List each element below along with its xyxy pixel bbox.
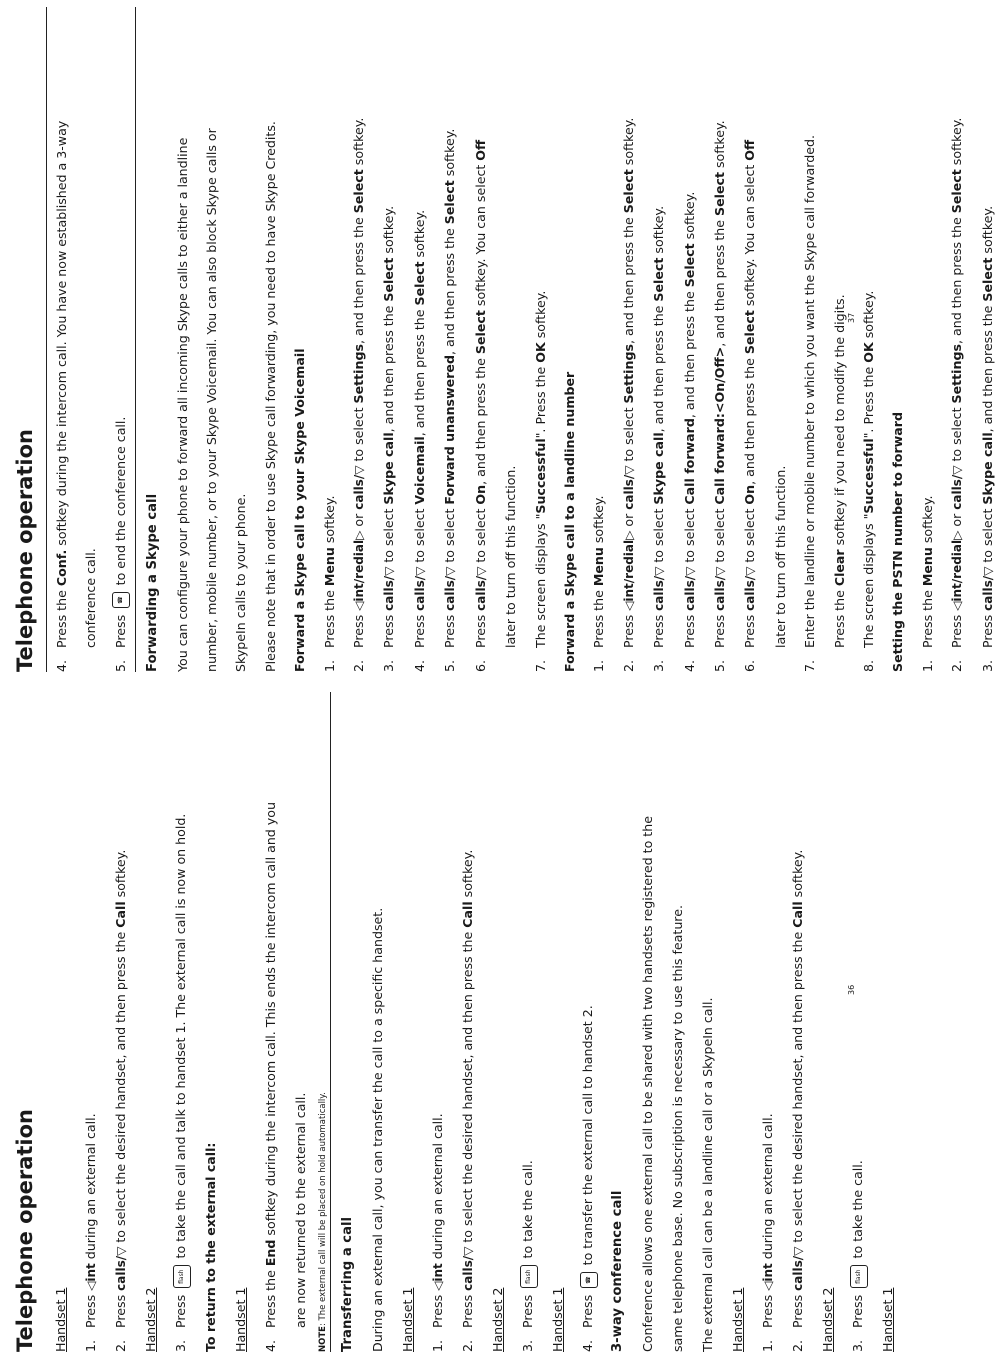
bold-term: Clear bbox=[831, 549, 847, 587]
button-icon: flash bbox=[173, 1265, 191, 1287]
text-line bbox=[76, 7, 105, 672]
bold-term: Menu bbox=[591, 547, 607, 587]
line-text: to select bbox=[381, 504, 397, 567]
text-line bbox=[344, 7, 374, 672]
bold-term: Conf. bbox=[54, 549, 69, 587]
text-line bbox=[526, 7, 555, 672]
key-icon: calls/▽ bbox=[980, 566, 995, 611]
bold-term: Select bbox=[651, 257, 667, 302]
line-text: Press bbox=[430, 1290, 445, 1328]
line-text: softkey. bbox=[949, 117, 965, 170]
bold-term: Select bbox=[411, 261, 427, 306]
text-line bbox=[423, 692, 453, 1352]
line-text: conference call. bbox=[83, 548, 99, 648]
text-line bbox=[46, 692, 76, 1352]
bold-term: Select bbox=[381, 257, 397, 302]
line-text: to take the call. bbox=[850, 1160, 865, 1263]
step-number: 1. bbox=[430, 1339, 445, 1352]
bold-term: Settings bbox=[351, 344, 367, 404]
bold-term: Select bbox=[620, 169, 636, 214]
text-line bbox=[883, 7, 912, 672]
text-line bbox=[453, 692, 483, 1352]
line-text: Press the bbox=[321, 586, 337, 648]
line-text: Forward a Skype call to your Skype Voicemail bbox=[292, 348, 308, 672]
text-line bbox=[675, 7, 705, 672]
bold-term: Call forward:<On/Off> bbox=[711, 346, 727, 505]
bold-term: Skype call bbox=[651, 432, 667, 505]
line-text: Press bbox=[83, 1290, 98, 1328]
line-text: Press bbox=[113, 1290, 128, 1328]
text-line bbox=[873, 692, 903, 1352]
line-text: Forwarding a Skype call bbox=[145, 493, 161, 672]
line-text: You can configure your phone to forward all incoming Skype calls to either a landline bbox=[174, 137, 190, 672]
step-number: 4. bbox=[681, 659, 697, 672]
page-36-lines bbox=[46, 692, 903, 1352]
line-text: Handset 2 bbox=[143, 1287, 158, 1352]
line-text: to select bbox=[979, 504, 995, 567]
bold-term: On bbox=[742, 484, 758, 505]
key-icon: ◁int bbox=[761, 1263, 775, 1291]
line-text: Handset 1 bbox=[53, 1287, 68, 1352]
line-text: Press bbox=[760, 1290, 775, 1328]
text-line bbox=[197, 7, 226, 672]
bold-term: Settings bbox=[620, 344, 636, 404]
text-line bbox=[226, 7, 255, 672]
text-line bbox=[693, 692, 723, 1352]
bold-term: Call bbox=[113, 901, 128, 928]
step-number: 2. bbox=[790, 1339, 805, 1352]
text-line bbox=[543, 692, 573, 1352]
line-text: to select bbox=[620, 403, 636, 466]
line-text: Press bbox=[979, 610, 995, 648]
key-icon: calls/▽ bbox=[473, 566, 488, 611]
text-line bbox=[633, 692, 663, 1352]
line-text: or bbox=[949, 509, 965, 531]
line-text: Press bbox=[381, 610, 397, 648]
line-text: Handset 1 bbox=[400, 1287, 415, 1352]
text-line bbox=[584, 7, 613, 672]
step-number: 3. bbox=[173, 1339, 188, 1352]
line-text: to select bbox=[472, 504, 488, 567]
line-text: ". Press the bbox=[860, 362, 876, 439]
bold-term: OK bbox=[532, 342, 548, 363]
text-line bbox=[783, 692, 813, 1352]
line-text: softkey. You can select bbox=[472, 160, 488, 311]
line-text: : The external call will be placed on hold automatically. bbox=[318, 1092, 328, 1327]
key-icon: calls/▽ bbox=[382, 566, 397, 611]
line-text: later to turn off this function. bbox=[503, 465, 519, 648]
line-text: to select bbox=[711, 504, 727, 567]
step-number: 3. bbox=[520, 1339, 535, 1352]
line-text: Handset 1 bbox=[233, 1287, 248, 1352]
text-line bbox=[942, 7, 972, 672]
text-line bbox=[405, 7, 435, 672]
line-text: ". Press the bbox=[532, 362, 548, 439]
line-text: to select bbox=[442, 504, 458, 567]
bold-term: Select bbox=[979, 257, 995, 302]
line-text: Press bbox=[520, 1290, 535, 1328]
step-number: 3. bbox=[979, 659, 995, 672]
line-text: same telephone base. No subscription is necessary to use this feature. bbox=[670, 905, 685, 1352]
line-text: to select the desired handset, and then press the bbox=[790, 927, 805, 1247]
text-line bbox=[106, 692, 136, 1352]
bold-term: NOTE bbox=[318, 1326, 328, 1352]
text-line bbox=[435, 7, 465, 672]
line-text: Press bbox=[681, 610, 697, 648]
line-text: are now returned to the external call. bbox=[293, 1092, 308, 1328]
text-line bbox=[705, 7, 735, 672]
text-line bbox=[315, 7, 344, 672]
bold-term: Select bbox=[351, 169, 367, 214]
line-text: to select bbox=[681, 504, 697, 567]
line-text: , and then press the bbox=[411, 305, 427, 437]
bold-term: Off bbox=[472, 139, 488, 161]
line-text: Handset 2 bbox=[820, 1287, 835, 1352]
text-line bbox=[483, 692, 513, 1352]
line-text: , and then press the bbox=[442, 224, 458, 356]
line-text: The screen displays " bbox=[860, 513, 876, 648]
line-text: Conference allows one external call to be shared with two handsets registered to the bbox=[640, 816, 655, 1352]
line-text: The screen displays " bbox=[532, 513, 548, 648]
line-text: Press the bbox=[54, 586, 69, 648]
line-text: Press bbox=[442, 610, 458, 648]
line-text: , and then press the bbox=[949, 213, 965, 345]
key-icon: calls/▽ bbox=[791, 1246, 805, 1291]
key-icon: calls/▽ bbox=[461, 1246, 475, 1291]
step-number: 4. bbox=[54, 659, 69, 672]
button-icon: flash bbox=[850, 1265, 868, 1287]
text-line bbox=[573, 692, 603, 1352]
line-text: softkey. bbox=[442, 128, 458, 181]
page-number: 37 bbox=[847, 312, 856, 323]
bold-term: Forward unanswered bbox=[442, 355, 458, 505]
step-number: 4. bbox=[580, 1339, 595, 1352]
line-text: , and then press the bbox=[472, 354, 488, 485]
line-text: Press bbox=[949, 610, 965, 648]
line-text: Setting the PSTN number to forward bbox=[890, 411, 906, 672]
line-text: to select bbox=[742, 504, 758, 567]
line-text: softkey. bbox=[979, 205, 995, 258]
bold-term: Successful bbox=[532, 438, 548, 514]
text-line bbox=[663, 692, 693, 1352]
line-text: to select bbox=[411, 504, 427, 567]
text-line bbox=[973, 7, 1003, 672]
line-text: to select the desired handset, and then press the bbox=[460, 927, 475, 1247]
line-text: SkypeIn calls to your phone. bbox=[233, 493, 249, 672]
line-text: Handset 1 bbox=[880, 1287, 895, 1352]
text-line bbox=[136, 692, 166, 1352]
step-number: 4. bbox=[263, 1339, 278, 1352]
page-36 bbox=[10, 692, 903, 1352]
bold-term: Select bbox=[681, 243, 697, 288]
step-number: 5. bbox=[711, 659, 727, 672]
step-number: 6. bbox=[742, 659, 758, 672]
step-number: 4. bbox=[411, 659, 427, 672]
step-number: 3. bbox=[381, 659, 397, 672]
key-icon: calls/▽ bbox=[682, 566, 697, 611]
bold-term: Menu bbox=[321, 547, 337, 587]
text-line bbox=[854, 7, 883, 672]
step-number: 6. bbox=[472, 659, 488, 672]
line-text: softkey. bbox=[532, 290, 548, 343]
line-text: Press bbox=[651, 610, 667, 648]
line-text: The external call can be a landline call or a SkypeIn call. bbox=[700, 997, 715, 1352]
text-line bbox=[466, 7, 496, 672]
text-line bbox=[196, 692, 226, 1352]
line-text: softkey. bbox=[113, 849, 128, 902]
bold-term: Off bbox=[742, 139, 758, 161]
line-text: softkey. bbox=[351, 117, 367, 170]
line-text: number, mobile number, or to your Skype Voicemail. You can also block Skype calls or bbox=[204, 128, 220, 672]
step-number: 3. bbox=[850, 1339, 865, 1352]
step-number: 5. bbox=[112, 659, 128, 672]
key-icon: calls/▽ bbox=[950, 465, 965, 510]
step-number: 2. bbox=[460, 1339, 475, 1352]
text-line bbox=[735, 7, 765, 672]
line-text: to select bbox=[949, 403, 965, 466]
line-text: to select the desired handset, and then press the bbox=[113, 927, 128, 1247]
step-number: 1. bbox=[760, 1339, 775, 1352]
step-number: 3. bbox=[651, 659, 667, 672]
line-text: Press bbox=[580, 1290, 595, 1328]
line-text: Enter the landline or mobile number to which you want the Skype call forwarded. bbox=[802, 135, 818, 648]
text-line bbox=[795, 7, 824, 672]
step-number: 5. bbox=[442, 659, 458, 672]
page-37 bbox=[10, 7, 1003, 672]
line-text: Press bbox=[472, 610, 488, 648]
page-title: Telephone operation bbox=[13, 1109, 37, 1352]
bold-term: Call bbox=[790, 901, 805, 928]
text-line bbox=[226, 692, 256, 1352]
text-line bbox=[256, 7, 285, 672]
key-icon: calls/▽ bbox=[352, 465, 367, 510]
key-icon: ◁int/redial▷ bbox=[950, 530, 965, 611]
line-text: , and then press the bbox=[681, 287, 697, 419]
text-line bbox=[166, 692, 196, 1352]
text-line bbox=[825, 7, 854, 672]
bold-term: Skype call bbox=[979, 432, 995, 505]
key-icon: calls/▽ bbox=[621, 465, 636, 510]
line-text: during an external call. bbox=[760, 1113, 775, 1264]
text-line bbox=[106, 7, 135, 672]
text-line bbox=[286, 692, 316, 1352]
text-line bbox=[316, 692, 330, 1352]
key-icon: calls/▽ bbox=[412, 566, 427, 611]
text-line bbox=[766, 7, 795, 672]
line-text: , and then press the bbox=[351, 213, 367, 345]
line-text: Press the bbox=[919, 586, 935, 648]
step-number: 1. bbox=[83, 1339, 98, 1352]
line-text: softkey. bbox=[321, 495, 337, 548]
text-line bbox=[168, 7, 197, 672]
bold-term: Select bbox=[442, 180, 458, 225]
text-line bbox=[644, 7, 674, 672]
line-text: Press bbox=[742, 610, 758, 648]
bold-term: Select bbox=[949, 169, 965, 214]
step-number: 1. bbox=[919, 659, 935, 672]
button-icon: ☎ bbox=[112, 592, 130, 607]
line-text: , and then press the bbox=[651, 301, 667, 433]
line-text: , and then press the bbox=[620, 213, 636, 345]
step-number: 7. bbox=[802, 659, 818, 672]
text-line bbox=[135, 7, 167, 672]
line-text: softkey. bbox=[790, 849, 805, 902]
page-title: Telephone operation bbox=[10, 7, 47, 672]
bold-term: Settings bbox=[949, 344, 965, 404]
line-text: Press bbox=[790, 1290, 805, 1328]
text-line bbox=[513, 692, 543, 1352]
line-text: softkey if you need to modify the digits. bbox=[831, 294, 847, 550]
bold-term: Select bbox=[711, 172, 727, 216]
line-text: Press bbox=[620, 610, 636, 648]
line-text: softkey. bbox=[620, 117, 636, 170]
bold-term: Skype call bbox=[381, 432, 397, 505]
text-line bbox=[555, 7, 584, 672]
step-number: 7. bbox=[532, 659, 548, 672]
key-icon: ◁int bbox=[84, 1263, 98, 1291]
line-text: Press bbox=[411, 610, 427, 648]
key-icon: ◁int/redial▷ bbox=[352, 530, 367, 611]
bold-term: Call forward bbox=[681, 418, 697, 505]
bold-term: Menu bbox=[919, 547, 935, 587]
line-text: Transferring a call bbox=[340, 1216, 355, 1352]
step-number: 2. bbox=[620, 659, 636, 672]
line-text: Please note that in order to use Skype call forwarding, you need to have Skype Credits. bbox=[262, 121, 278, 672]
step-number: 2. bbox=[113, 1339, 128, 1352]
line-text: During an external call, you can transfer the call to a specific handset. bbox=[370, 907, 385, 1352]
key-icon: ◁int/redial▷ bbox=[621, 530, 636, 611]
line-text: Press bbox=[112, 610, 128, 648]
text-line bbox=[47, 7, 76, 672]
text-line bbox=[723, 692, 753, 1352]
line-text: Handset 1 bbox=[730, 1287, 745, 1352]
line-text: to select bbox=[651, 504, 667, 567]
step-number: 2. bbox=[351, 659, 367, 672]
key-icon: calls/▽ bbox=[443, 566, 458, 611]
text-line bbox=[603, 692, 633, 1352]
line-text: softkey. bbox=[681, 191, 697, 244]
bold-term: End bbox=[263, 1239, 278, 1267]
bold-term: Select bbox=[742, 310, 758, 355]
bold-term: Voicemail bbox=[411, 436, 427, 505]
text-line bbox=[330, 692, 363, 1352]
bold-term: Call bbox=[460, 901, 475, 928]
line-text: to take the call. bbox=[520, 1160, 535, 1263]
step-number: 2. bbox=[949, 659, 965, 672]
line-text: softkey. bbox=[411, 209, 427, 262]
text-line bbox=[753, 692, 783, 1352]
line-text: Press bbox=[351, 610, 367, 648]
line-text: Press bbox=[850, 1290, 865, 1328]
button-icon: ☎ bbox=[580, 1272, 598, 1287]
line-text: softkey during the intercom call. You have now established a 3-way bbox=[54, 120, 69, 550]
line-text: softkey. bbox=[919, 495, 935, 548]
text-line bbox=[813, 692, 843, 1352]
line-text: to take the call and talk to handset 1. The external call is now on hold. bbox=[173, 813, 188, 1263]
text-line bbox=[285, 7, 314, 672]
line-text: Press bbox=[711, 610, 727, 648]
key-icon: calls/▽ bbox=[652, 566, 667, 611]
line-text: later to turn off this function. bbox=[772, 465, 788, 648]
bold-term: Successful bbox=[860, 438, 876, 514]
line-text: or bbox=[351, 509, 367, 531]
line-text: softkey. bbox=[860, 290, 876, 343]
line-text: Press the bbox=[591, 586, 607, 648]
text-line bbox=[256, 692, 286, 1352]
page-37-lines bbox=[47, 7, 1003, 672]
line-text: , and then press the bbox=[711, 215, 727, 347]
line-text: softkey during the intercom call. This ends the intercom call and you bbox=[263, 802, 278, 1240]
key-icon: calls/▽ bbox=[712, 566, 727, 611]
line-text: Handset 2 bbox=[490, 1287, 505, 1352]
text-line bbox=[363, 692, 393, 1352]
text-line bbox=[374, 7, 404, 672]
line-text: softkey. bbox=[591, 495, 607, 548]
step-number: 1. bbox=[591, 659, 607, 672]
bold-term: On bbox=[472, 484, 488, 505]
key-icon: calls/▽ bbox=[743, 566, 758, 611]
bold-term: OK bbox=[860, 342, 876, 363]
line-text: Handset 1 bbox=[550, 1287, 565, 1352]
line-text: , and then press the bbox=[381, 301, 397, 433]
key-icon: ◁int bbox=[431, 1263, 445, 1291]
step-number: 8. bbox=[860, 659, 876, 672]
text-line bbox=[843, 692, 873, 1352]
page-number: 36 bbox=[847, 984, 856, 995]
bold-term: Select bbox=[472, 310, 488, 355]
line-text: Press the bbox=[263, 1266, 278, 1328]
text-line bbox=[614, 7, 644, 672]
line-text: or bbox=[620, 509, 636, 531]
line-text: during an external call. bbox=[83, 1113, 98, 1264]
text-line bbox=[76, 692, 106, 1352]
line-text: to transfer the external call to handset 2. bbox=[580, 1005, 595, 1270]
line-text: Press the bbox=[831, 586, 847, 648]
text-line bbox=[913, 7, 942, 672]
button-icon: flash bbox=[520, 1265, 538, 1287]
line-text: To return to the external call: bbox=[203, 1142, 218, 1352]
line-text: softkey. bbox=[381, 205, 397, 258]
line-text: softkey. bbox=[711, 120, 727, 173]
line-text: Press bbox=[173, 1290, 188, 1328]
text-line bbox=[393, 692, 423, 1352]
line-text: Press bbox=[460, 1290, 475, 1328]
line-text: , and then press the bbox=[742, 354, 758, 485]
line-text: during an external call. bbox=[430, 1113, 445, 1264]
line-text: softkey. bbox=[460, 849, 475, 902]
text-line bbox=[496, 7, 525, 672]
line-text: , and then press the bbox=[979, 301, 995, 433]
line-text: to end the conference call. bbox=[112, 416, 128, 590]
key-icon: calls/▽ bbox=[114, 1246, 128, 1291]
line-text: softkey. bbox=[651, 205, 667, 258]
line-text: Forward a Skype call to a landline number bbox=[561, 371, 577, 672]
step-number: 1. bbox=[321, 659, 337, 672]
line-text: to select bbox=[351, 403, 367, 466]
line-text: 3-way conference call bbox=[610, 1190, 625, 1352]
line-text: softkey. You can select bbox=[742, 160, 758, 311]
